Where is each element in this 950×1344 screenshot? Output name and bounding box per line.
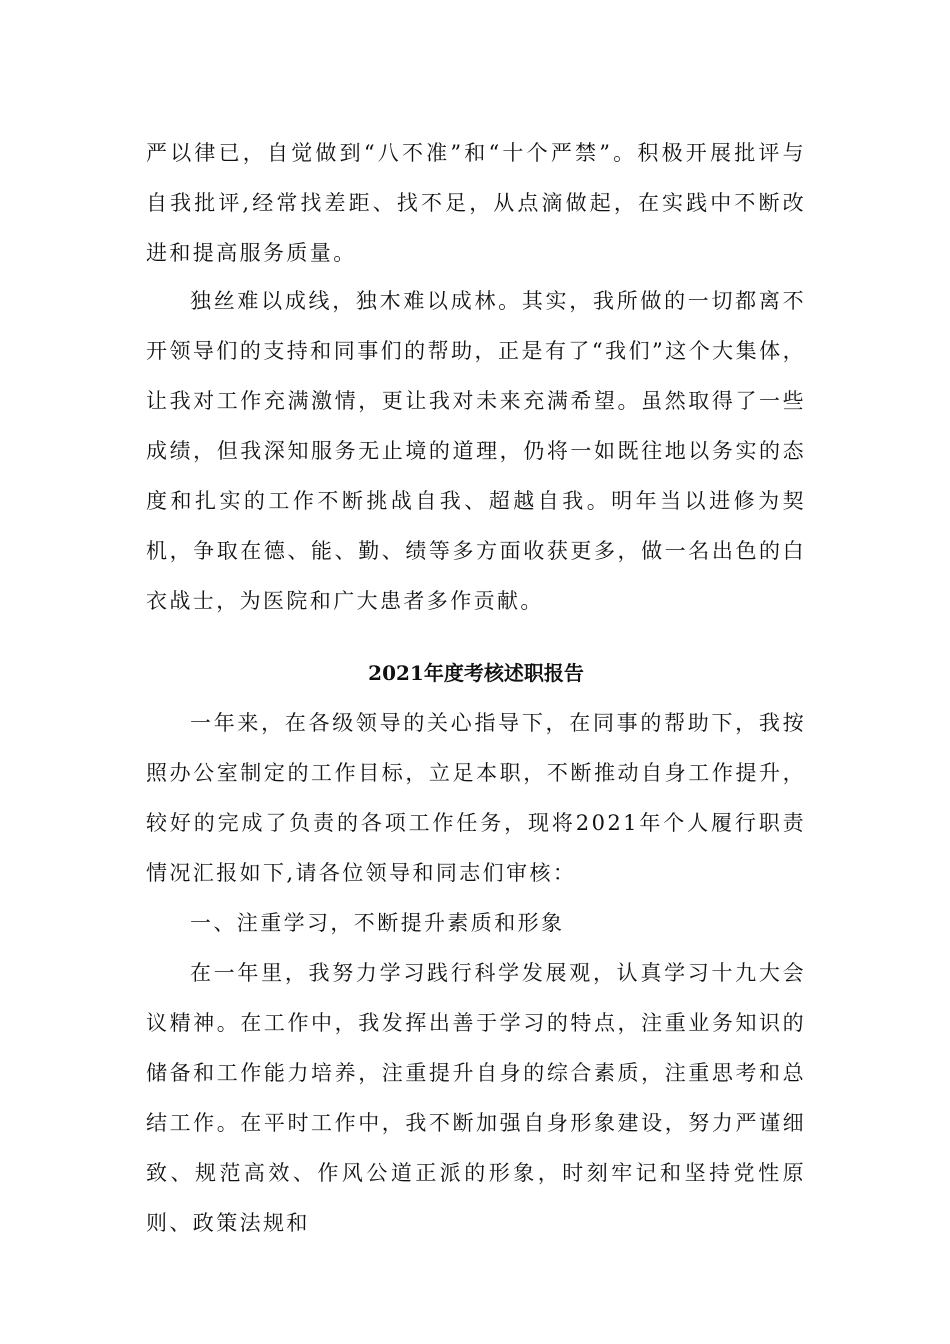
body-paragraph: 独丝难以成线，独木难以成林。其实，我所做的一切都离不开领导们的支持和同事们的帮助，正是有了“我们”这个大集体，让我对工作充满激情，更让我对未来充满希望。虽然取得了一些成绩，但我深知服务无止境的道理，仍将一如既往地以务实的态度和扎实的工作不断挑战自我、超越自我。明年当以进修为契机，争取在德、能、勤、绩等多方面收获更多，做一名出色的白衣战士，为医院和广大患者多作贡献。 xyxy=(146,289,806,613)
body-paragraph: 在一年里，我努力学习践行科学发展观，认真学习十九大会议精神。在工作中，我发挥出善于学习的特点，注重业务知识的储备和工作能力培养，注重提升自身的综合素质，注重思考和总结工作。在平时工作中，我不断加强自身形象建设，努力严谨细致、规范高效、作风公道正派的形象，时刻牢记和坚持党性原则、政策法规和 xyxy=(146,961,806,1235)
section-heading: 一、注重学习，不断提升素质和形象 xyxy=(190,911,565,935)
body-paragraph: 一年来，在各级领导的关心指导下，在同事的帮助下，我按照办公室制定的工作目标，立足本职，不断推动自身工作提升，较好的完成了负责的各项工作任务，现将2021年个人履行职责情况汇报如下,请各位领导和同志们审核： xyxy=(146,711,806,885)
body-paragraph: 严以律已，自觉做到“八不准”和“十个严禁”。积极开展批评与自我批评,经常找差距、找不足，从点滴做起，在实践中不断改进和提高服务质量。 xyxy=(146,141,806,265)
report-title: 2021年度考核述职报告 xyxy=(368,661,584,685)
